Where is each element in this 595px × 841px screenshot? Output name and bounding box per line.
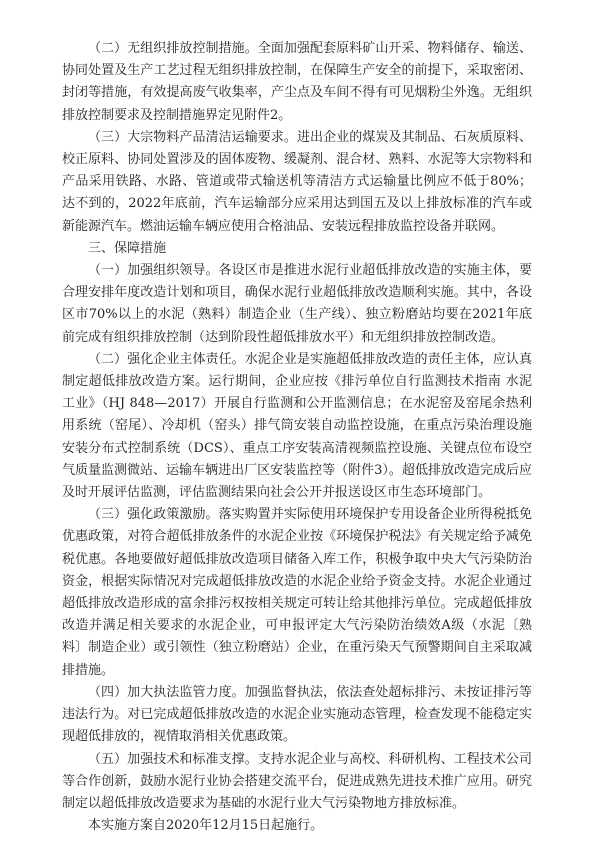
paragraph-organization-leadership: （一）加强组织领导。各设区市是推进水泥行业超低排放改造的实施主体，要合理安排年度改造计划和项目，确保水泥行业超低排放改造顺利实施。其中，各设区市70%以上的水泥（熟料）制造企业（生产线）、独立粉磨站均要在2021年底前完成有组织排放控制（达到阶段性超低排放水平）和无组织排放控制改造。: [62, 263, 532, 345]
paragraph-technical-support: （五）加强技术和标准支撑。支持水泥企业与高校、科研机构、工程技术公司等合作创新，鼓励水泥行业协会搭建交流平台，促进成熟先进技术推广应用。研究制定以超低排放改造要求为基础的水泥行业大气污染物地方排放标准。: [62, 751, 532, 811]
paragraph-clean-transport: （三）大宗物料产品清洁运输要求。进出企业的煤炭及其制品、石灰质原料、校正原料、协同处置涉及的固体废物、缓凝剂、混合材、熟料、水泥等大宗物料和产品采用铁路、水路、管道或带式输送机等清洁方式运输量比例应不低于80%；达不到的，2022年底前，汽车运输部分应采用达到国五及以上排放标准的汽车或新能源汽车。燃油运输车辆应使用合格油品、安装远程排放监控设备并联网。: [62, 129, 532, 234]
paragraph-law-enforcement: （四）加大执法监管力度。加强监督执法，依法查处超标排污、未按证排污等违法行为。对已完成超低排放改造的水泥企业实施动态管理，检查发现不能稳定实现超低排放的，视情取消相关优惠政策。: [62, 684, 532, 745]
paragraph-effective-date: 本实施方案自2020年12月15日起施行。: [88, 818, 324, 834]
paragraph-unorganized-emission-control: （二）无组织排放控制措施。全面加强配套原料矿山开采、物料储存、输送、协同处置及生产工艺过程无组织排放控制，在保障生产安全的前提下，采取密闭、封闭等措施，有效提高废气收集率，产尘点及车间不得有可见烟粉尘外逸。无组织排放控制要求及控制措施界定见附件2。: [62, 41, 532, 123]
document-page: [62, 38, 532, 837]
paragraph-policy-incentives: （三）强化政策激励。落实购置并实际使用环境保护专用设备企业所得税抵免优惠政策，对符合超低排放条件的水泥企业按《环境保护税法》有关规定给予减免税优惠。各地要做好超低排放改造项目储备入库工作，积极争取中央大气污染防治资金，根据实际情况对完成超低排放改造的水泥企业给予资金支持。水泥企业通过超低排放改造形成的富余排污权按相关规定可转让给其他排污单位。完成超低排放改造并满足相关要求的水泥企业，可申报评定大气污染防治绩效A级（水泥〔熟料〕制造企业）或引领性（独立粉磨站）企业，在重污染天气预警期间自主采取减排措施。: [62, 507, 532, 678]
paragraph-enterprise-responsibility: （二）强化企业主体责任。水泥企业是实施超低排放改造的责任主体，应认真制定超低排放改造方案。运行期间，企业应按《排污单位自行监测技术指南 水泥工业》（HJ 848—2017）开展自行监测和公开监测信息；在水泥窑及窑尾余热利用系统（窑尾）、冷却机（窑头）排气筒安装自动监控设施，在重点污染治理设施安装分布式控制系统（DCS）、重点工序安装高清视频监控设施、关键点位布设空气质量监测微站、运输车辆进出厂区安装监控等（附件3）。超低排放改造完成后应及时开展评估监测，评估监测结果向社会公开并报送设区市生态环境部门。: [62, 351, 532, 501]
section-heading-safeguards: 三、保障措施: [88, 240, 167, 256]
